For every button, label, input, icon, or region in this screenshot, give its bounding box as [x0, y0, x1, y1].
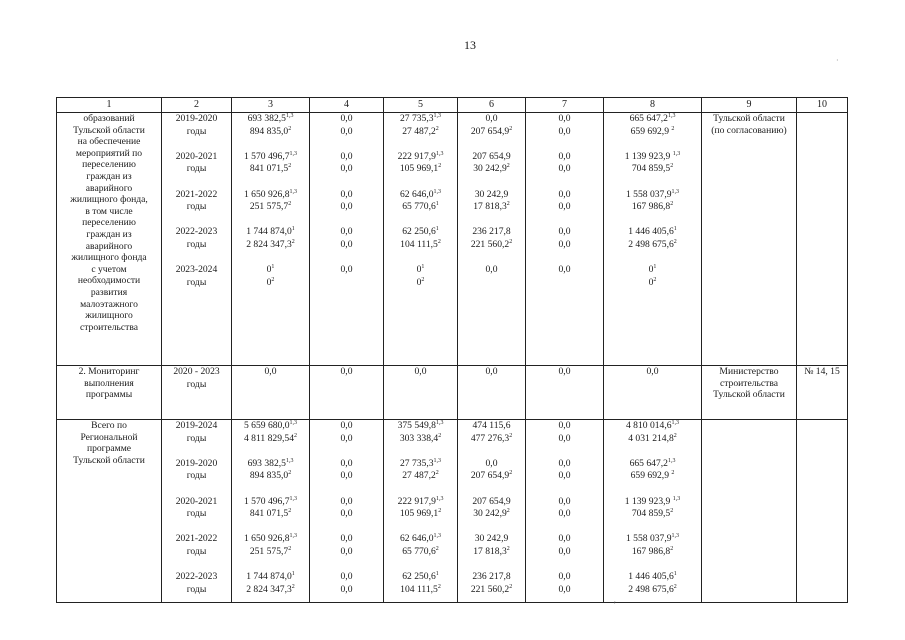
amount-value: 0,0	[414, 366, 427, 377]
amount-value: 0,0	[558, 420, 571, 431]
amount-value: 1 446 405,6$^1$	[628, 571, 677, 583]
amount-value: 62 646,0$^{1,3}$	[399, 188, 442, 200]
amount-value: 1 650 926,8$^{1,3}$	[243, 533, 298, 545]
amount-value: 894 835,0$^2$	[249, 470, 292, 482]
amount-value: 0,0	[558, 533, 571, 545]
text-line: жилищного фонда	[71, 252, 147, 264]
amount-value: 0,0	[340, 571, 353, 583]
amount-value: 30 242,9$^2$	[473, 508, 510, 520]
agency-line: Министерство	[719, 366, 779, 377]
amount-value: 222 917,9$^{1,3}$	[397, 495, 444, 507]
amount-value: 0,0	[340, 238, 353, 250]
column-header: 6	[458, 98, 526, 113]
amount-value: 0,0	[485, 366, 498, 377]
amount-value	[528, 277, 601, 290]
amount-value: 0,0	[340, 264, 353, 276]
period-value: годы	[186, 276, 207, 288]
column-header: 3	[232, 98, 310, 113]
amount-value	[386, 379, 455, 392]
text-line: программы	[85, 389, 133, 401]
table-row	[57, 366, 848, 420]
amount-value: 841 071,5$^2$	[249, 508, 292, 520]
amount-value: 207 654,9$^2$	[470, 470, 513, 482]
amount-value: 0,0	[558, 366, 571, 377]
scan-mark: '	[614, 600, 616, 610]
amount-value: 693 382,5$^{1,3}$	[247, 113, 294, 124]
amount-value: 0,0	[558, 495, 571, 507]
amount-value: 30 242,9	[474, 188, 509, 200]
amount-cell-c5	[384, 113, 458, 366]
table-row	[57, 420, 848, 603]
amount-value: 0,0	[558, 113, 571, 124]
amount-value	[312, 277, 381, 290]
amount-value: 659 692,9 $^2$	[630, 470, 675, 482]
amount-value: 0,0	[340, 583, 353, 595]
period-value: 2020-2021	[175, 150, 218, 162]
text-line: жилищного	[85, 310, 133, 322]
column-header: 5	[384, 98, 458, 113]
amount-value: 62 250,6$^1$	[402, 571, 439, 583]
amount-value: 0,0	[558, 470, 571, 482]
amount-value: 30 242,9	[474, 533, 509, 545]
responsible-agency-cell	[702, 366, 797, 420]
amount-value: 207 654,9	[472, 150, 511, 162]
amount-value: 27 735,3$^{1,3}$	[399, 113, 442, 124]
agency-line: Тульской области	[713, 113, 785, 124]
amount-value: 0,0	[340, 533, 353, 545]
indicator-reference-cell	[797, 366, 848, 420]
amount-value: 894 835,0$^2$	[249, 125, 292, 137]
amount-value: 27 735,3$^{1,3}$	[399, 457, 442, 469]
amount-cell-c5	[384, 366, 458, 420]
text-line: 2. Мониторинг	[78, 366, 140, 377]
amount-value: 236 217,8	[472, 226, 511, 238]
amount-value	[234, 379, 307, 392]
amount-value: 0,0	[558, 150, 571, 162]
amount-cell-c6	[458, 420, 526, 603]
text-line: на обеспечение	[77, 136, 141, 148]
amount-value: 1 744 874,0$^1$	[246, 226, 295, 238]
text-line: граждан из	[86, 228, 132, 240]
amount-value: 1 570 496,7$^{1,3}$	[243, 150, 298, 162]
amount-cell-c5	[384, 420, 458, 603]
amount-value: 4 810 014,6$^{1,3}$	[625, 420, 680, 431]
amount-value: 0,0	[340, 545, 353, 557]
amount-value: 0,0	[340, 495, 353, 507]
amount-cell-c8	[604, 420, 702, 603]
amount-value: 841 071,5$^2$	[249, 163, 292, 175]
amount-value: 221 560,2$^2$	[470, 583, 513, 595]
text-line: аварийного	[85, 240, 133, 252]
period-value: годы	[186, 201, 207, 213]
amount-value: 0,0	[340, 420, 353, 431]
amount-value: 0,0	[646, 366, 659, 377]
period-cell	[162, 420, 232, 603]
amount-value: 62 250,6$^1$	[402, 226, 439, 238]
amount-value: 665 647,2$^{1,3}$	[629, 457, 676, 469]
period-value: 2021-2022	[175, 533, 218, 545]
amount-cell-c8	[604, 366, 702, 420]
period-cell	[162, 366, 232, 420]
amount-value: 27 487,2$^2$	[402, 470, 439, 482]
amount-value: 4 811 829,54$^2$	[243, 432, 297, 444]
amount-cell-c6	[458, 113, 526, 366]
amount-value: 0,0	[558, 583, 571, 595]
column-header: 8	[604, 98, 702, 113]
indicator-reference-cell	[797, 420, 848, 603]
amount-value: 167 986,8$^2$	[631, 545, 674, 557]
period-value: годы	[186, 125, 207, 137]
text-line: с учетом	[91, 263, 127, 275]
amount-value: 474 115,6	[472, 420, 511, 431]
amount-value: 2 498 675,6$^2$	[628, 583, 677, 595]
amount-value: 1 570 496,7$^{1,3}$	[243, 495, 298, 507]
amount-value: 0,0	[558, 545, 571, 557]
period-value: 2022-2023	[175, 571, 218, 583]
amount-value: 2 498 675,6$^2$	[628, 238, 677, 250]
amount-value: $0^1$	[266, 264, 275, 276]
period-value: годы	[186, 432, 207, 444]
amount-value: 0,0	[340, 508, 353, 520]
amount-cell-c6	[458, 366, 526, 420]
column-header: 1	[57, 98, 162, 113]
indicator-ref: № 14, 15	[804, 366, 840, 377]
amount-value: 1 558 037,9$^{1,3}$	[625, 188, 680, 200]
text-line: жилищного фонда,	[70, 194, 148, 206]
amount-value: 0,0	[485, 457, 498, 469]
amount-cell-c4	[310, 366, 384, 420]
amount-value: 207 654,9	[472, 495, 511, 507]
amount-cell-c8	[604, 113, 702, 366]
column-header: 7	[526, 98, 604, 113]
amount-value: 0,0	[558, 201, 571, 213]
column-header: 10	[797, 98, 848, 113]
amount-value: 1 558 037,9$^{1,3}$	[625, 533, 680, 545]
amount-value	[312, 379, 381, 392]
period-value: 2020 - 2023	[173, 366, 220, 377]
amount-cell-c3	[232, 113, 310, 366]
table-header-row	[57, 98, 848, 113]
amount-value	[528, 379, 601, 392]
activity-name-cell	[57, 420, 162, 603]
text-line: необходимости	[77, 275, 141, 287]
amount-value: 104 111,5$^2$	[400, 583, 441, 595]
period-value: 2021-2022	[175, 188, 218, 200]
agency-line: Тульской области	[713, 389, 785, 401]
period-value: годы	[186, 163, 207, 175]
amount-value: 1 650 926,8$^{1,3}$	[243, 188, 298, 200]
amount-value: 62 646,0$^{1,3}$	[399, 533, 442, 545]
amount-value: 704 859,5$^2$	[631, 508, 674, 520]
period-value: годы	[186, 378, 207, 390]
amount-value: 0,0	[340, 163, 353, 175]
column-header: 2	[162, 98, 232, 113]
amount-value: 0,0	[340, 432, 353, 444]
text-line: Тульской области	[73, 454, 145, 466]
amount-value: 0,0	[340, 125, 353, 137]
amount-value: 17 818,3$^2$	[473, 201, 510, 213]
period-cell	[162, 113, 232, 366]
period-value: 2023-2024	[175, 264, 218, 276]
agency-line: (по согласованию)	[711, 124, 787, 136]
amount-value: 236 217,8	[472, 571, 511, 583]
period-value: 2020-2021	[175, 495, 218, 507]
amount-value: 0,0	[264, 366, 277, 377]
amount-value: 0,0	[558, 125, 571, 137]
period-value: годы	[186, 238, 207, 250]
text-line: развития	[90, 286, 128, 298]
amount-value: $0^1$	[648, 264, 657, 276]
period-value: годы	[186, 545, 207, 557]
amount-value	[460, 277, 523, 290]
column-header: 9	[702, 98, 797, 113]
amount-value: 0,0	[558, 508, 571, 520]
column-header: 4	[310, 98, 384, 113]
text-line: строительства	[79, 321, 139, 333]
amount-value: 65 770,6$^2$	[402, 545, 439, 557]
activity-name-cell	[57, 366, 162, 420]
amount-value: 0,0	[340, 201, 353, 213]
amount-value: 251 575,7$^2$	[249, 201, 292, 213]
text-line: переселению	[82, 159, 136, 171]
amount-value: 0,0	[485, 113, 498, 124]
text-line: программе	[86, 443, 132, 455]
amount-value: 0,0	[340, 150, 353, 162]
amount-value: 1 139 923,9 $^{1,3}$	[624, 150, 681, 162]
amount-value: 105 969,1$^2$	[399, 508, 442, 520]
text-line: мероприятий по	[75, 147, 143, 159]
amount-cell-c4	[310, 113, 384, 366]
amount-cell-c3	[232, 366, 310, 420]
amount-value: 693 382,5$^{1,3}$	[247, 457, 294, 469]
amount-value: 0,0	[340, 188, 353, 200]
amount-cell-c4	[310, 420, 384, 603]
amount-value: 477 276,3$^2$	[470, 432, 513, 444]
amount-value: $0^2$	[266, 276, 275, 288]
text-line: выполнения	[84, 377, 134, 389]
amount-value: 0,0	[558, 571, 571, 583]
amount-value: 0,0	[558, 264, 571, 276]
amount-value: 0,0	[340, 457, 353, 469]
amount-value: 1 139 923,9 $^{1,3}$	[624, 495, 681, 507]
amount-value: 104 111,5$^2$	[400, 238, 441, 250]
amount-value: 0,0	[340, 366, 353, 377]
agency-line: строительства	[719, 377, 779, 389]
amount-cell-c7	[526, 420, 604, 603]
text-line: переселению	[82, 217, 136, 229]
text-line: Всего по	[91, 420, 127, 431]
text-line: Тульской области	[73, 124, 145, 136]
period-value: годы	[186, 508, 207, 520]
amount-value: 222 917,9$^{1,3}$	[397, 150, 444, 162]
amount-cell-c7	[526, 366, 604, 420]
activity-name-cell	[57, 113, 162, 366]
text-line: граждан из	[86, 170, 132, 182]
amount-cell-c7	[526, 113, 604, 366]
amount-value: $0^1$	[416, 264, 425, 276]
period-value: 2019-2020	[175, 457, 218, 469]
amount-value: 4 031 214,8$^2$	[628, 432, 677, 444]
amount-value: 0,0	[485, 264, 498, 276]
amount-value: 0,0	[558, 457, 571, 469]
amount-value: 105 969,1$^2$	[399, 163, 442, 175]
period-value: 2019-2020	[175, 113, 218, 124]
amount-value	[606, 379, 699, 392]
amount-value: 5 659 680,0$^{1,3}$	[243, 420, 298, 431]
amount-value: 0,0	[558, 432, 571, 444]
amount-value: 0,0	[340, 226, 353, 238]
amount-value: 207 654,9$^2$	[470, 125, 513, 137]
amount-value: 0,0	[558, 226, 571, 238]
amount-value: 0,0	[558, 163, 571, 175]
amount-value: 2 824 347,3$^2$	[246, 583, 295, 595]
text-line: образований	[83, 113, 135, 124]
amount-value: 665 647,2$^{1,3}$	[629, 113, 676, 124]
text-line: в том числе	[85, 205, 133, 217]
amount-value: 0,0	[558, 238, 571, 250]
amount-value: 30 242,9$^2$	[473, 163, 510, 175]
amount-value: 27 487,2$^2$	[402, 125, 439, 137]
amount-value: 17 818,3$^2$	[473, 545, 510, 557]
amount-value	[460, 379, 523, 392]
amount-value: 167 986,8$^2$	[631, 201, 674, 213]
amount-value: 0,0	[340, 113, 353, 124]
text-line: Региональной	[80, 431, 138, 443]
amount-value: 1 446 405,6$^1$	[628, 226, 677, 238]
amount-value: 704 859,5$^2$	[631, 163, 674, 175]
responsible-agency-cell	[702, 420, 797, 603]
period-value: годы	[186, 470, 207, 482]
amount-value: 0,0	[558, 188, 571, 200]
responsible-agency-cell	[702, 113, 797, 366]
amount-value: 65 770,6$^1$	[402, 201, 439, 213]
amount-value: 375 549,8$^{1,3}$	[397, 420, 444, 431]
period-value: 2019-2024	[175, 420, 218, 431]
table-row	[57, 113, 848, 366]
period-value: 2022-2023	[175, 226, 218, 238]
amount-cell-c3	[232, 420, 310, 603]
amount-value: $0^2$	[648, 276, 657, 288]
period-value: годы	[186, 583, 207, 595]
amount-value: 0,0	[340, 470, 353, 482]
amount-value: 659 692,9 $^2$	[630, 125, 675, 137]
scan-speck: ·	[836, 56, 839, 65]
amount-value: $0^2$	[416, 276, 425, 288]
text-line: малоэтажного	[80, 298, 138, 310]
amount-value: 303 338,4$^2$	[399, 432, 442, 444]
text-line: аварийного	[85, 182, 133, 194]
page-number: 13	[464, 38, 476, 52]
amount-value: 2 824 347,3$^2$	[246, 238, 295, 250]
amount-value: 221 560,2$^2$	[470, 238, 513, 250]
indicator-reference-cell	[797, 113, 848, 366]
amount-value: 1 744 874,0$^1$	[246, 571, 295, 583]
program-funding-table	[56, 97, 848, 603]
amount-value: 251 575,7$^2$	[249, 545, 292, 557]
